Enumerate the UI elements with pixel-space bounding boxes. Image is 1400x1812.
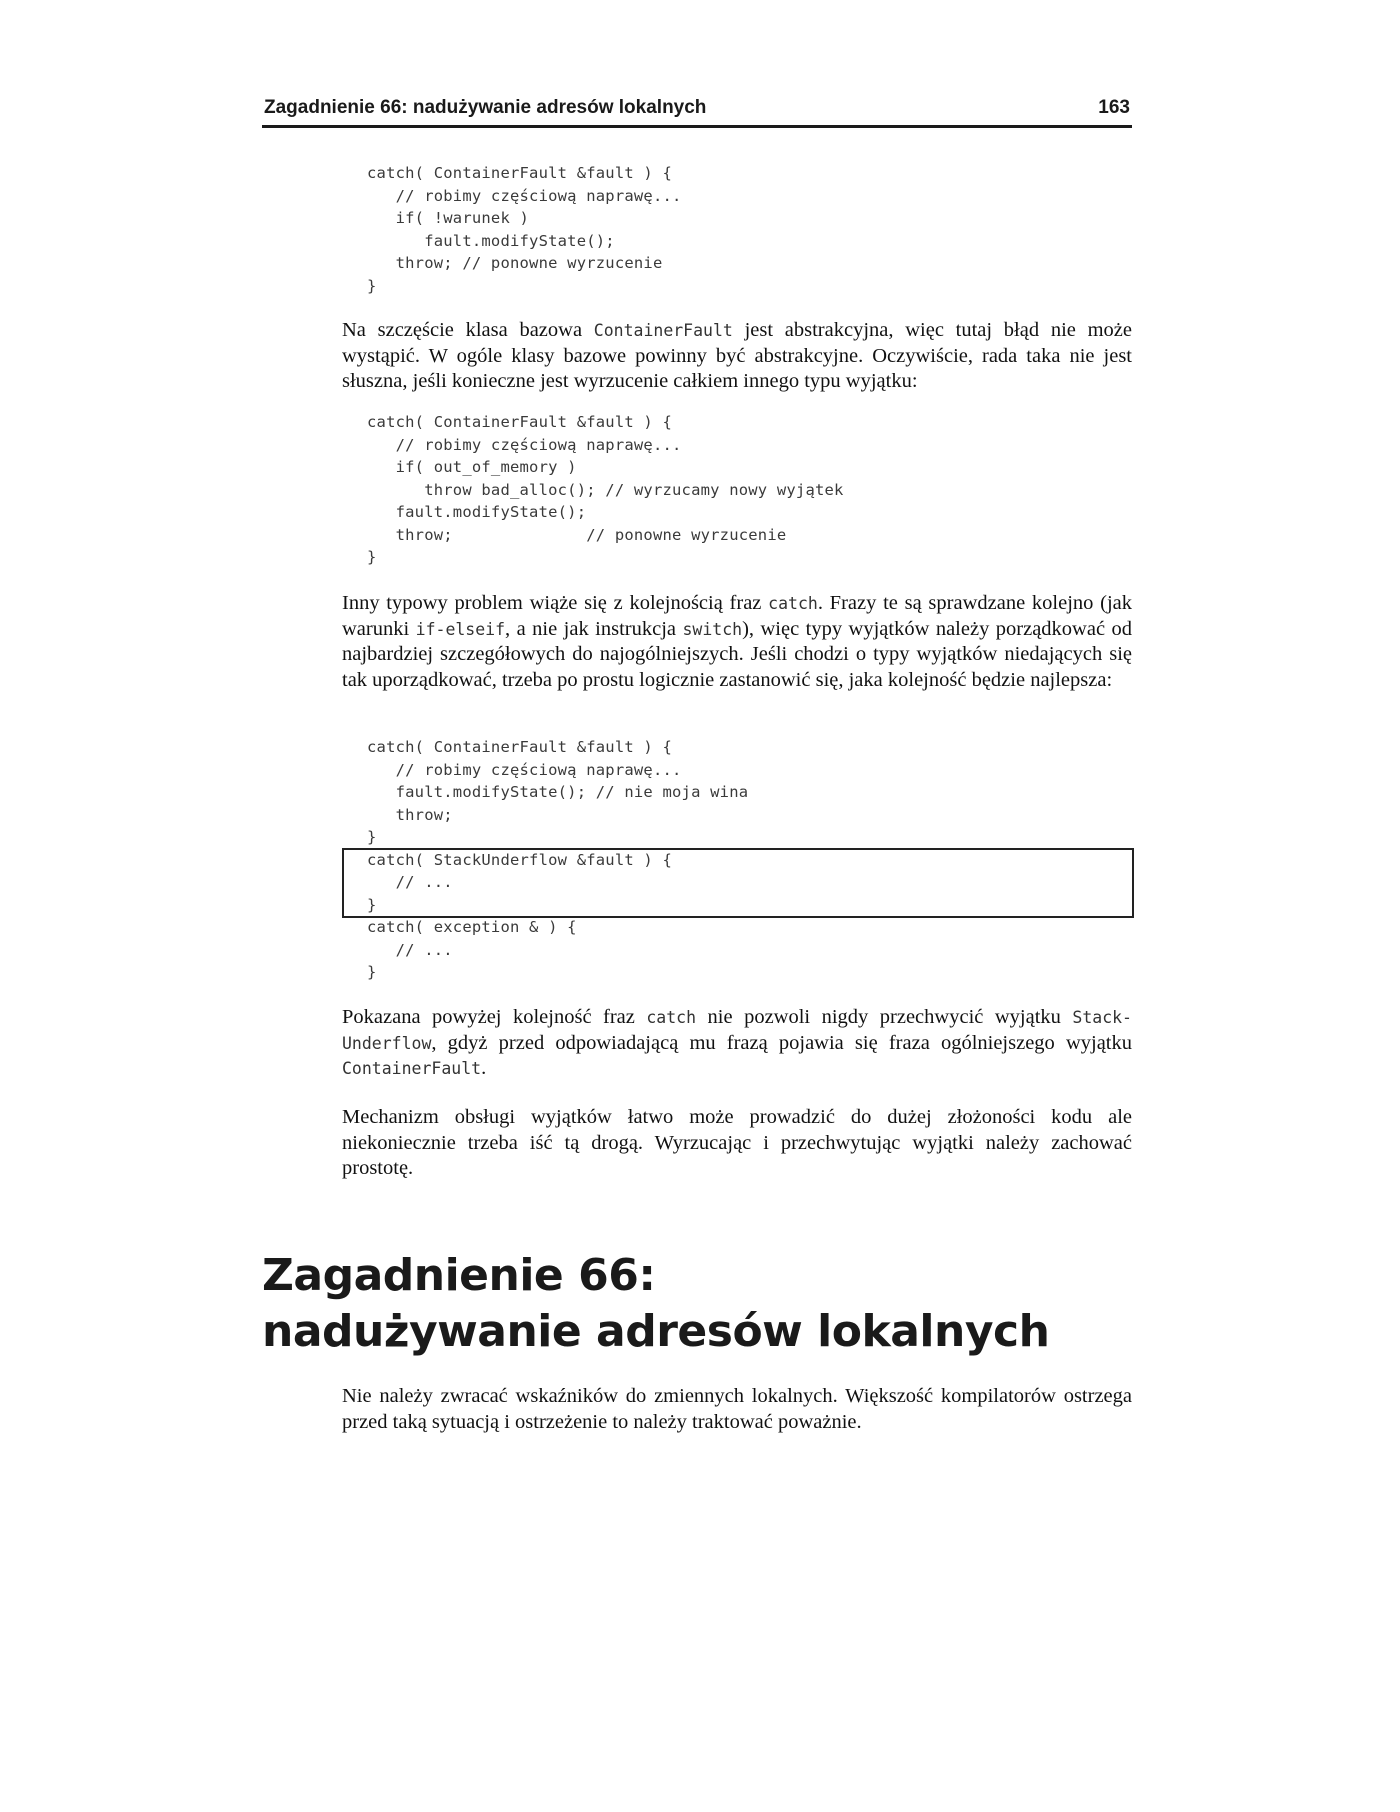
text-run: nie pozwoli nigdy przechwycić wyjątku xyxy=(696,1006,1073,1028)
chapter-title-line-1: Zagadnienie 66: xyxy=(262,1250,656,1301)
text-run: Na szczęście klasa bazowa xyxy=(342,319,594,341)
code-line: catch( exception & ) { xyxy=(367,918,577,936)
code-line: } xyxy=(367,828,377,846)
code-line: // ... xyxy=(367,940,453,959)
code-line: fault.modifyState(); // nie moja wina xyxy=(367,783,749,801)
paragraph-1 xyxy=(342,318,1132,395)
inline-code: catch xyxy=(646,1008,697,1027)
code-block-3 xyxy=(367,736,748,984)
text-run: . Frazy te są sprawdzane kolejno (jak warunki xyxy=(342,592,1132,640)
code-line: // robimy częściową naprawę... xyxy=(367,435,682,454)
inline-code: switch xyxy=(682,619,743,639)
code-line: throw; // ponowne wyrzucenie xyxy=(367,254,663,272)
code-block-2 xyxy=(367,411,844,569)
running-header xyxy=(262,95,1132,128)
paragraph-5: Nie należy zwracać wskaźników do zmiennych lokalnych. Większość kompilatorów ostrzega przed taką sytuacją i ostrzeżenie to należy traktować poważnie. xyxy=(342,1385,1132,1433)
code-line: } xyxy=(367,548,377,566)
code-line: catch( ContainerFault &fault ) { xyxy=(367,164,673,182)
page-number: 163 xyxy=(1098,97,1130,118)
paragraph-4: Mechanizm obsługi wyjątków łatwo może prowadzić do dużej złożoności kodu ale niekoniecznie trzeba iść tą drogą. Wyrzucając i przechwytując wyjątki należy zachować prostotę. xyxy=(342,1106,1132,1180)
inline-code: ContainerFault xyxy=(342,1059,482,1079)
text-run: Pokazana powyżej kolejność fraz xyxy=(342,1006,647,1028)
inline-code: Stack-Underflow xyxy=(342,1008,1132,1053)
text-run: jest abstrakcyjna, więc tutaj błąd nie może wystąpić. W ogóle klasy bazowe powinny być abstrakcyjne. Oczywiście, rada taka nie jest słuszna, jeśli konieczne jest wyrzucenie całkiem innego typu wyjątku: xyxy=(342,319,1132,393)
code-line: } xyxy=(367,963,377,981)
text-run: , gdyż przed odpowiadającą mu frazą pojawia się fraza ogólniejszego wyjątku xyxy=(431,1031,1132,1054)
code-block-1 xyxy=(367,162,682,297)
code-line: throw; xyxy=(367,805,453,824)
code-line: } xyxy=(367,276,377,295)
code-line: catch( StackUnderflow &fault ) { xyxy=(367,850,673,869)
code-line: fault.modifyState(); xyxy=(367,503,587,521)
inline-code: ContainerFault xyxy=(593,321,733,340)
code-line: // robimy częściową naprawę... xyxy=(367,186,682,205)
code-line: fault.modifyState(); xyxy=(367,231,615,250)
paragraph-3 xyxy=(342,1005,1132,1082)
text-run: . xyxy=(481,1057,487,1080)
inline-code: if-elseif xyxy=(415,619,506,639)
running-header-title: Zagadnienie 66: nadużywanie adresów lokalnych xyxy=(264,97,707,118)
chapter-title-line-2: nadużywanie adresów lokalnych xyxy=(262,1306,1050,1357)
code-line: catch( ContainerFault &fault ) { xyxy=(367,738,673,756)
code-line: if( out_of_memory ) xyxy=(367,458,577,476)
code-line: // robimy częściową naprawę... xyxy=(367,760,682,779)
code-line: if( !warunek ) xyxy=(367,209,530,227)
text-run: , a nie jak instrukcja xyxy=(505,617,683,640)
code-line: throw bad_alloc(); // wyrzucamy nowy wyjątek xyxy=(367,480,844,499)
inline-code: catch xyxy=(768,594,818,613)
paragraph-2 xyxy=(342,591,1132,693)
text-run: ), więc typy wyjątków należy porządkować od najbardziej szczegółowych do najogólniejszych. Jeśli chodzi o typy wyjątków niedających się tak uporządkować, trzeba po prostu logicznie zastanowić się, jaka kolejność będzie najlepsza: xyxy=(342,617,1133,691)
text-run: Inny typowy problem wiąże się z kolejnością fraz xyxy=(342,592,769,614)
code-line: // ... xyxy=(367,873,453,891)
code-line: throw; // ponowne wyrzucenie xyxy=(367,525,787,544)
code-line: catch( ContainerFault &fault ) { xyxy=(367,413,673,431)
code-line: } xyxy=(367,895,377,914)
chapter-title xyxy=(262,1248,1162,1360)
